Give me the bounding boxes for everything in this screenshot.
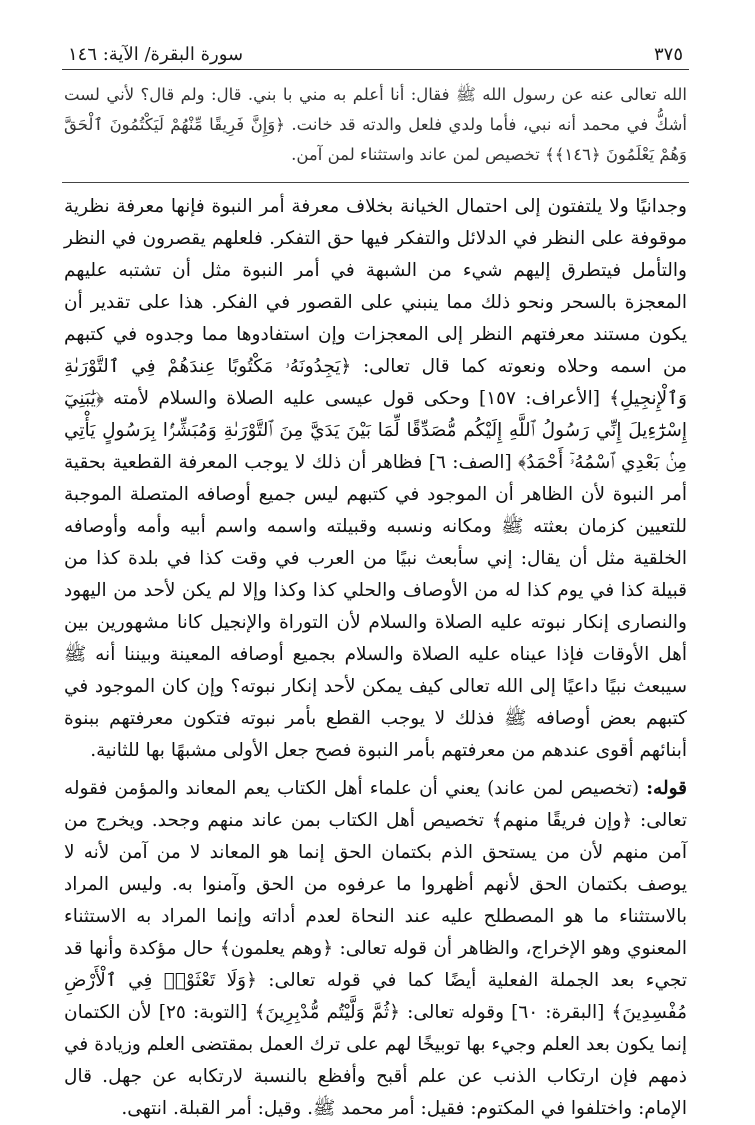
commentary-text: الله تعالى عنه عن رسول الله ﷺ فقال: أنا أعلم به مني با بني. قال: ولم قال؟ لأني لست أشكُّ في محمد أنه نبي، فأما ولدي فلعل والدته قد خانت. ﴿وَإِنَّ فَرِيقًا مِّنْهُمْ لَيَكْتُمُونَ ٱلْحَقَّ وَهُمْ يَعْلَمُونَ ﴿١٤٦﴾﴾ تخصيص لمن عاند واستثناء لمن آمن.: [64, 85, 687, 164]
paragraph-qawl: [64, 773, 687, 1125]
main-text: [64, 191, 687, 1125]
page-header: [62, 44, 689, 69]
header-rule: [62, 69, 689, 70]
running-title: سورة البقرة/ الآية: ١٤٦: [68, 44, 244, 65]
paragraph-1: وجدانيًا ولا يلتفتون إلى احتمال الخيانة بخلاف معرفة أمر النبوة فإنها معرفة نظرية موقوفة على النظر في الدلائل والتفكر فيها حق التفكر. فلعلهم يقصرون في النظر والتأمل فيتطرق إليهم شيء من الشبهة في أمر النبوة مثل أن تشتبه عليهم المعجزة بالسحر ونحو ذلك مما ينبني على القصور في الفكر. هذا على تقدير أن يكون مستند معرفتهم النظر إلى المعجزات وإن استفادوها مما وجدوه في كتبهم من اسمه وحلاه ونعوته كما قال تعالى: ﴿يَجِدُونَهُۥ مَكْتُوبًا عِندَهُمْ فِي ٱلتَّوْرَىٰةِ وَٱلْإِنجِيلِ﴾ [الأعراف: ١٥٧] وحكى قول عيسى عليه الصلاة والسلام لأمته ﴿يَٰبَنِيٓ إِسْرَٰٓءِيلَ إِنِّي رَسُولُ ٱللَّهِ إِلَيْكُم مُّصَدِّقًا لِّمَا بَيْنَ يَدَيَّ مِنَ ٱلتَّوْرَىٰةِ وَمُبَشِّرًۢا بِرَسُولٍ يَأْتِي مِنۢ بَعْدِي ٱسْمُهُۥٓ أَحْمَدُ﴾ [الصف: ٦] فظاهر أن ذلك لا يوجب المعرفة القطعية بحقية أمر النبوة لأن الظاهر أن الموجود في كتبهم ليس جميع أوصافه المتصلة الموجبة للتعيين كزمان بعثته ﷺ ومكانه ونسبه وقبيلته واسمه واسم أبيه وأمه وأوصافه الخلقية مثل أن يقال: إني سأبعث نبيًا من العرب في وقت كذا في بلدة كذا من قبيلة كذا في يوم كذا له من الأوصاف والحلي كذا وكذا وإلا لم يكن لأحد من اليهود والنصارى إنكار نبوته عليه الصلاة والسلام لأن التوراة والإنجيل كانا مشهورين بين أهل الأوقات فإذا عيناه عليه الصلاة والسلام بجميع أوصافه المعينة وبيننا أنه ﷺ سيبعث نبيًا داعيًا إلى الله تعالى كيف يمكن لأحد إنكار نبوته؟ وإن كان الموجود في كتبهم بعض أوصافه ﷺ فذلك لا يوجب القطع بأمر نبوته فتكون معرفتهم ببنوة أبنائهم أقوى عندهم من معرفتهم بأمر النبوة فصح جعل الأولى مشبهًا بها للثانية.: [64, 196, 687, 761]
section-divider: [62, 182, 689, 183]
qawl-lead: قوله:: [646, 778, 687, 799]
commentary-block: [64, 80, 687, 170]
page-number: ٣٧٥: [653, 44, 683, 65]
qawl-text: (تخصيص لمن عاند) يعني أن علماء أهل الكتاب يعم المعاند والمؤمن فقوله تعالى: ﴿وإن فريقًا منهم﴾ تخصيص أهل الكتاب بمن عاند منهم وجحد. ويخرج من آمن منهم لأن من يستحق الذم بكتمان الحق إنما هو المعاند لا من آمن لأنه لا يوصف بكتمان الحق لأنهم أظهروا ما عرفوه من الحق وآمنوا به. وليس المراد بالاستثناء ما هو المصطلح عليه عند النحاة لعدم أداته وإنما المراد به الاستثناء المعنوي وهو الإخراج، والظاهر أن قوله تعالى: ﴿وهم يعلمون﴾ حال مؤكدة وأنها قد تجيء بعد الجملة الفعلية أيضًا كما في قوله تعالى: ﴿وَلَا تَعْثَوْا۟ فِي ٱلْأَرْضِ مُفْسِدِينَ﴾ [البقرة: ٦٠] وقوله تعالى: ﴿ثُمَّ وَلَّيْتُم مُّدْبِرِينَ﴾ [التوبة: ٢٥] لأن الكتمان إنما يكون بعد العلم وجيء بها توبيخًا لهم على ترك العمل بمقتضى العلم وزيادة في ذمهم فإن ارتكاب الذنب عن علم أقبح وأفظع بالنسبة لارتكابه عن جهل. قال الإمام: واختلفوا في المكتوم: فقيل: أمر محمد ﷺ. وقيل: أمر القبلة. انتهى.: [64, 778, 687, 1119]
